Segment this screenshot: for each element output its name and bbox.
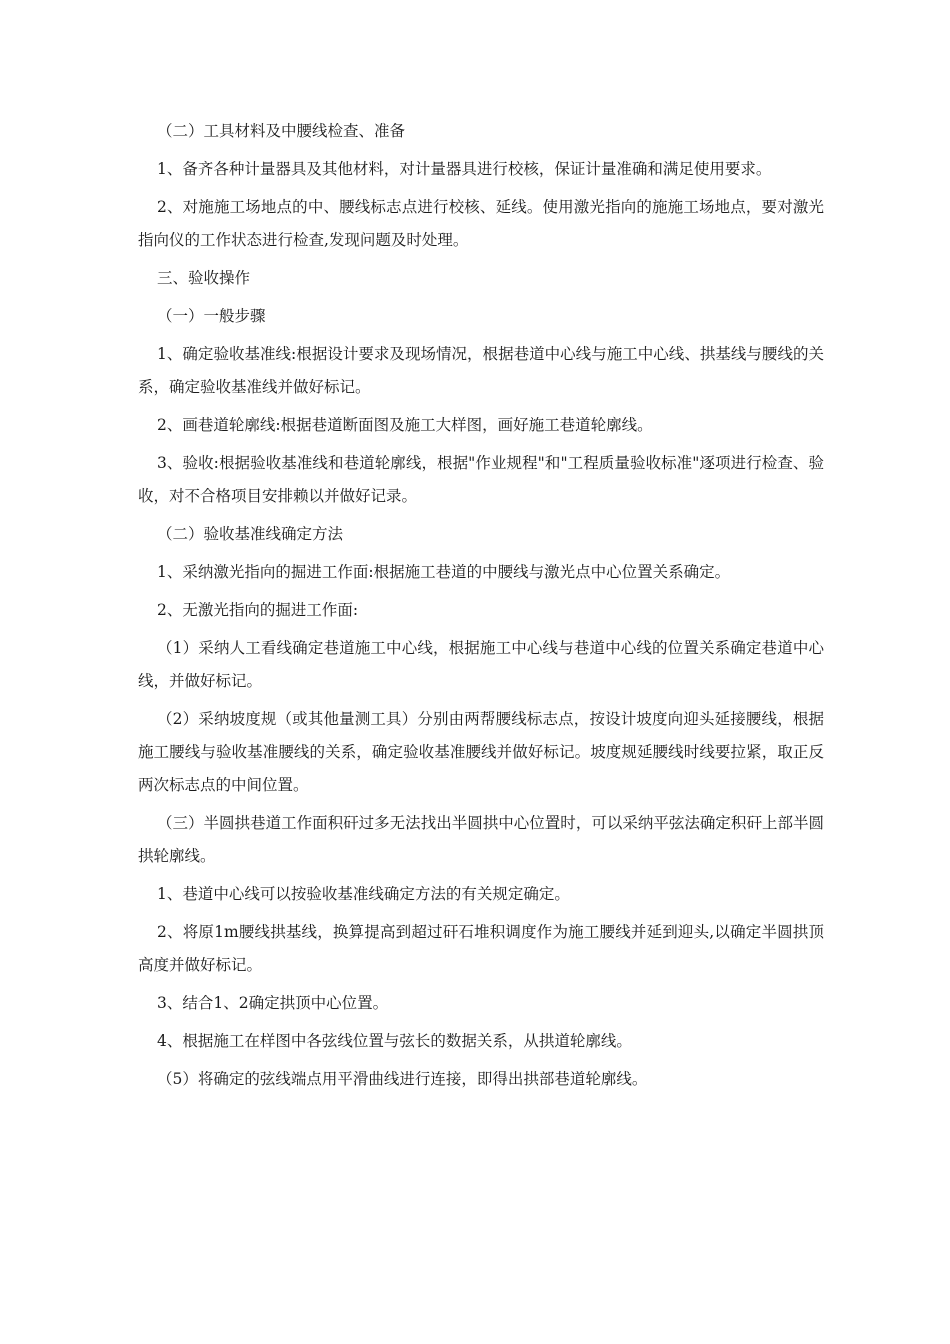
paragraph-step-2: 2、画巷道轮廓线:根据巷道断面图及施工大样图，画好施工巷道轮廓线。 [157, 416, 653, 434]
paragraph-baseline-2: 2、无激光指向的掘进工作面: [157, 601, 359, 619]
paragraph-semicircle-2: 2、将原1m腰线拱基线，换算提高到超过矸石堆积调度作为施工腰线并延到迎头,以确定半圆拱顶高度并做好标记。 [138, 923, 824, 974]
paragraph-step-1: 1、确定验收基准线:根据设计要求及现场情况，根据巷道中心线与施工中心线、拱基线与腰线的关系，确定验收基准线并做好标记。 [138, 345, 824, 396]
paragraph-semicircle-4: 4、根据施工在样图中各弦线位置与弦长的数据关系，从拱道轮廓线。 [157, 1032, 632, 1050]
paragraph-baseline-2-1: （1）采纳人工看线确定巷道施工中心线，根据施工中心线与巷道中心线的位置关系确定巷道中心线，并做好标记。 [138, 639, 824, 690]
section-heading-acceptance: 三、验收操作 [157, 269, 251, 287]
document-body [138, 115, 824, 1101]
paragraph-baseline-1: 1、采纳激光指向的掘进工作面:根据施工巷道的中腰线与激光点中心位置关系确定。 [157, 563, 731, 581]
paragraph-tools-2: 2、对施施工场地点的中、腰线标志点进行校核、延线。使用激光指向的施施工场地点，要对激光指向仪的工作状态进行检查,发现问题及时处理。 [138, 198, 824, 249]
paragraph-semicircle-3: 3、结合1、2确定拱顶中心位置。 [157, 994, 389, 1012]
subsection-heading-steps: （一）一般步骤 [157, 307, 266, 325]
paragraph-baseline-2-2: （2）采纳坡度规（或其他量测工具）分别由两帮腰线标志点，按设计坡度向迎头延接腰线，根据施工腰线与验收基准腰线的关系，确定验收基准腰线并做好标记。坡度规延腰线时线要拉紧，取正反两次标志点的中间位置。 [138, 710, 824, 794]
paragraph-semicircle-5: （5）将确定的弦线端点用平滑曲线进行连接，即得出拱部巷道轮廓线。 [157, 1070, 648, 1088]
section-heading-tools: （二）工具材料及中腰线检查、准备 [157, 122, 406, 140]
subsection-heading-semicircle: （三）半圆拱巷道工作面积矸过多无法找出半圆拱中心位置时，可以采纳平弦法确定积矸上部半圆拱轮廓线。 [138, 814, 824, 865]
paragraph-step-3: 3、验收:根据验收基准线和巷道轮廓线，根据"作业规程"和"工程质量验收标准"逐项进行检查、验收，对不合格项目安排赖以并做好记录。 [138, 454, 824, 505]
subsection-heading-baseline: （二）验收基准线确定方法 [157, 525, 344, 543]
paragraph-tools-1: 1、备齐各种计量器具及其他材料，对计量器具进行校核，保证计量准确和满足使用要求。 [157, 160, 772, 178]
paragraph-semicircle-1: 1、巷道中心线可以按验收基准线确定方法的有关规定确定。 [157, 885, 570, 903]
